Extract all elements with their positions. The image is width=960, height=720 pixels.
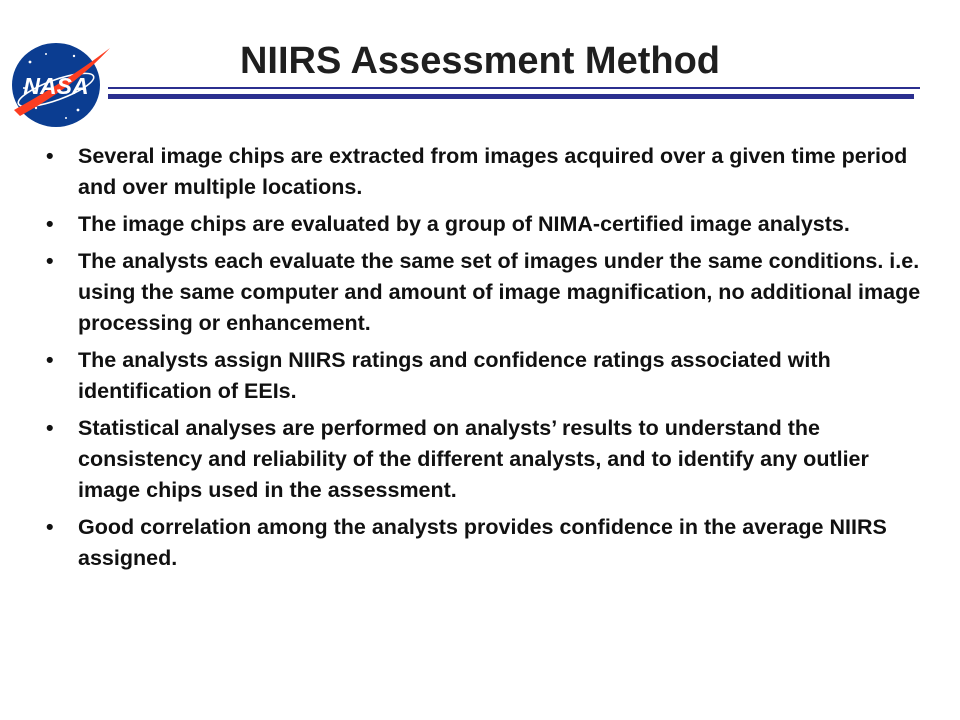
bullet-item	[46, 209, 926, 240]
bullet-marker: •	[46, 515, 54, 539]
bullet-item	[46, 413, 926, 506]
bullet-item	[46, 246, 926, 339]
slide-title: NIIRS Assessment Method	[239, 40, 721, 82]
bullet-text: The image chips are evaluated by a group of NIMA-certified image analysts.	[78, 212, 850, 236]
bullet-marker: •	[46, 249, 54, 273]
bullet-marker: •	[46, 348, 54, 372]
bullet-marker: •	[46, 416, 54, 440]
bullet-text: The analysts each evaluate the same set of images under the same conditions. i.e. using the same computer and amount of image magnification, no additional image processing or enhancement.	[78, 249, 921, 335]
bullet-text: Statistical analyses are performed on analysts’ results to understand the consistency and reliability of the different analysts, and to identify any outlier image chips used in the assessment.	[78, 416, 869, 502]
bullet-item	[46, 345, 926, 407]
title-rule-thick	[108, 94, 914, 99]
bullet-marker: •	[46, 212, 54, 236]
bullet-marker: •	[46, 144, 54, 168]
nasa-logo-icon	[6, 40, 116, 130]
bullet-item	[46, 512, 926, 574]
title-rule-thin	[108, 87, 920, 89]
bullet-list	[46, 141, 926, 580]
bullet-text: Good correlation among the analysts provides confidence in the average NIIRS assigned.	[78, 515, 887, 570]
bullet-text: The analysts assign NIIRS ratings and confidence ratings associated with identification of EEIs.	[78, 348, 831, 403]
bullet-item	[46, 141, 926, 203]
logo-text: NASA	[23, 73, 89, 99]
bullet-text: Several image chips are extracted from images acquired over a given time period and over multiple locations.	[78, 144, 908, 199]
